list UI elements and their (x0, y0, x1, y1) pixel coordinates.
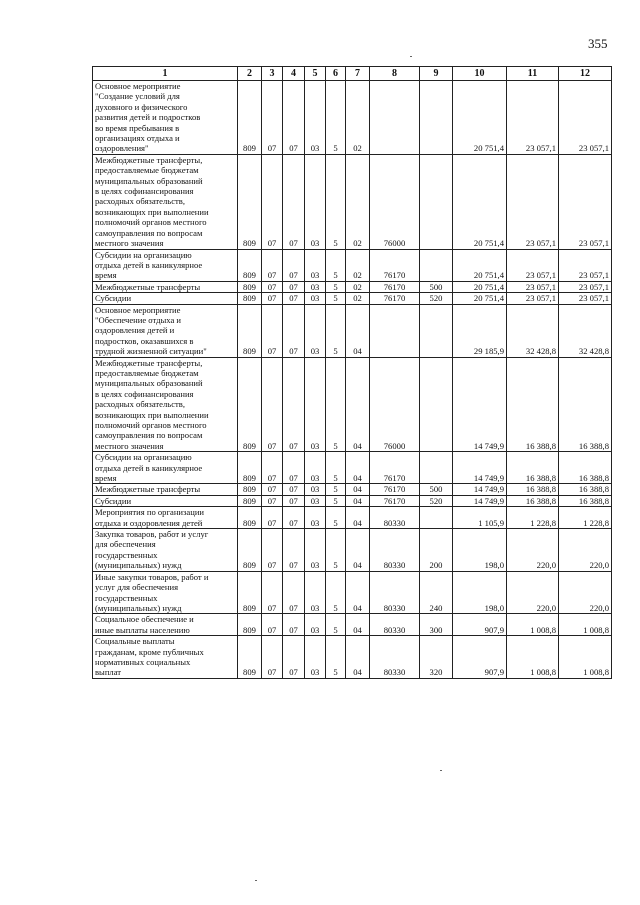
scan-speck (255, 880, 257, 881)
row-name-line: гражданам, кроме публичных (95, 646, 204, 657)
table-row (93, 281, 612, 292)
column-header: 4 (283, 67, 305, 81)
amount-cell-c10: 20 751,4 (453, 281, 507, 292)
amount-cell-c11: 23 057,1 (507, 249, 559, 281)
code-cell-c5: 03 (305, 452, 326, 484)
code-cell-c5: 03 (305, 636, 326, 679)
row-name-line: Субсидии (95, 495, 132, 506)
code-cell-c3: 07 (262, 614, 283, 636)
code-cell-c2: 809 (238, 281, 262, 292)
code-cell-c2: 809 (238, 293, 262, 304)
code-cell-c4: 07 (283, 571, 305, 614)
amount-cell-c12: 1 228,8 (559, 507, 612, 529)
code-cell-c5: 03 (305, 154, 326, 249)
code-cell-c7: 04 (346, 636, 370, 679)
row-name-line: местного значения (95, 440, 164, 451)
table-row (93, 507, 612, 529)
code-cell-c7: 04 (346, 357, 370, 452)
code-cell-c9 (420, 507, 453, 529)
table-row (93, 249, 612, 281)
amount-cell-c11: 16 388,8 (507, 357, 559, 452)
code-cell-c3: 07 (262, 281, 283, 292)
code-cell-c3: 07 (262, 529, 283, 572)
row-name-line: организациях отдыха и (95, 133, 180, 144)
amount-cell-c11: 1 008,8 (507, 636, 559, 679)
column-header: 9 (420, 67, 453, 81)
column-header: 3 (262, 67, 283, 81)
code-cell-c8: 80330 (370, 529, 420, 572)
code-cell-c7: 02 (346, 154, 370, 249)
code-cell-c8: 76000 (370, 357, 420, 452)
code-cell-c7: 04 (346, 614, 370, 636)
row-name-cell (93, 529, 238, 572)
amount-cell-c10: 20 751,4 (453, 154, 507, 249)
row-name-line: "Создание условий для (95, 91, 180, 102)
row-name-line: духовного и физического (95, 101, 188, 112)
amount-cell-c11: 23 057,1 (507, 293, 559, 304)
table-row (93, 571, 612, 614)
row-name-line: оздоровления детей и (95, 325, 175, 336)
code-cell-c8: 80330 (370, 571, 420, 614)
row-name-line: Межбюджетные трансферты, (95, 357, 203, 368)
code-cell-c5: 03 (305, 484, 326, 495)
row-name-line: Субсидии на организацию (95, 452, 192, 463)
column-header: 12 (559, 67, 612, 81)
amount-cell-c11: 16 388,8 (507, 495, 559, 506)
row-name-line: Социальные выплаты (95, 636, 175, 647)
code-cell-c9 (420, 81, 453, 155)
row-name-line: Межбюджетные трансферты, (95, 154, 203, 165)
code-cell-c8: 80330 (370, 507, 420, 529)
row-name-line: государственных (95, 592, 158, 603)
row-name-line: Основное мероприятие (95, 304, 181, 315)
column-header: 11 (507, 67, 559, 81)
table-row (93, 529, 612, 572)
code-cell-c2: 809 (238, 529, 262, 572)
amount-cell-c11: 1 228,8 (507, 507, 559, 529)
row-name-line: Межбюджетные трансферты (95, 281, 201, 292)
code-cell-c7: 02 (346, 293, 370, 304)
row-name-line: Основное мероприятие (95, 81, 181, 91)
code-cell-c3: 07 (262, 81, 283, 155)
code-cell-c3: 07 (262, 293, 283, 304)
row-name-line: муниципальных образований (95, 175, 203, 186)
table-row (93, 484, 612, 495)
code-cell-c5: 03 (305, 81, 326, 155)
code-cell-c5: 03 (305, 281, 326, 292)
code-cell-c9 (420, 304, 453, 357)
code-cell-c2: 809 (238, 249, 262, 281)
code-cell-c9: 520 (420, 495, 453, 506)
row-name-line: самоуправления по вопросам (95, 430, 203, 441)
code-cell-c9 (420, 357, 453, 452)
row-name-line: Иные закупки товаров, работ и (95, 571, 209, 582)
code-cell-c8: 76170 (370, 484, 420, 495)
row-name-cell (93, 484, 238, 495)
column-header: 1 (93, 67, 238, 81)
amount-cell-c12: 1 008,8 (559, 636, 612, 679)
budget-table (92, 66, 612, 679)
row-name-cell (93, 357, 238, 452)
row-name-line: расходных обязательств, (95, 399, 185, 410)
row-name-line: расходных обязательств, (95, 196, 185, 207)
table-row (93, 636, 612, 679)
table-row (93, 452, 612, 484)
code-cell-c7: 04 (346, 529, 370, 572)
code-cell-c9: 520 (420, 293, 453, 304)
code-cell-c8: 76170 (370, 249, 420, 281)
row-name-line: нормативных социальных (95, 656, 191, 667)
code-cell-c3: 07 (262, 357, 283, 452)
row-name-cell (93, 636, 238, 679)
code-cell-c6: 5 (326, 614, 346, 636)
table-row (93, 614, 612, 636)
code-cell-c3: 07 (262, 452, 283, 484)
row-name-line: Мероприятия по организации (95, 507, 205, 518)
code-cell-c2: 809 (238, 636, 262, 679)
row-name-line: муниципальных образований (95, 378, 203, 389)
code-cell-c8: 76170 (370, 452, 420, 484)
row-name-line: трудной жизненной ситуации" (95, 346, 207, 357)
row-name-line: иные выплаты населению (95, 624, 190, 635)
code-cell-c8: 76170 (370, 281, 420, 292)
table-row (93, 81, 612, 155)
code-cell-c6: 5 (326, 495, 346, 506)
table-row (93, 154, 612, 249)
code-cell-c3: 07 (262, 495, 283, 506)
row-name-cell (93, 293, 238, 304)
code-cell-c4: 07 (283, 636, 305, 679)
row-name-line: предоставляемые бюджетам (95, 165, 199, 176)
code-cell-c4: 07 (283, 529, 305, 572)
code-cell-c7: 04 (346, 452, 370, 484)
row-name-line: полномочий органов местного (95, 217, 207, 228)
code-cell-c2: 809 (238, 81, 262, 155)
table-row (93, 357, 612, 452)
amount-cell-c12: 23 057,1 (559, 249, 612, 281)
amount-cell-c11: 220,0 (507, 529, 559, 572)
page-number: 355 (588, 36, 608, 51)
code-cell-c5: 03 (305, 495, 326, 506)
column-header: 7 (346, 67, 370, 81)
row-name-cell (93, 281, 238, 292)
row-name-line: полномочий органов местного (95, 420, 207, 430)
code-cell-c6: 5 (326, 452, 346, 484)
table-row (93, 293, 612, 304)
amount-cell-c10: 14 749,9 (453, 484, 507, 495)
row-name-line: самоуправления по вопросам (95, 227, 203, 238)
amount-cell-c10: 1 105,9 (453, 507, 507, 529)
code-cell-c7: 02 (346, 281, 370, 292)
amount-cell-c10: 29 185,9 (453, 304, 507, 357)
code-cell-c5: 03 (305, 507, 326, 529)
amount-cell-c10: 14 749,9 (453, 452, 507, 484)
code-cell-c4: 07 (283, 484, 305, 495)
code-cell-c5: 03 (305, 529, 326, 572)
row-name-line: возникающих при выполнении (95, 206, 209, 217)
code-cell-c4: 07 (283, 281, 305, 292)
code-cell-c2: 809 (238, 452, 262, 484)
code-cell-c9 (420, 452, 453, 484)
amount-cell-c11: 23 057,1 (507, 81, 559, 155)
row-name-line: услуг для обеспечения (95, 582, 179, 593)
row-name-line: время (95, 270, 117, 281)
amount-cell-c12: 23 057,1 (559, 81, 612, 155)
amount-cell-c11: 23 057,1 (507, 281, 559, 292)
row-name-line: Субсидии на организацию (95, 249, 192, 260)
amount-cell-c12: 16 388,8 (559, 495, 612, 506)
row-name-line: государственных (95, 549, 158, 560)
amount-cell-c10: 20 751,4 (453, 81, 507, 155)
code-cell-c6: 5 (326, 249, 346, 281)
code-cell-c6: 5 (326, 154, 346, 249)
table-row (93, 495, 612, 506)
code-cell-c7: 02 (346, 81, 370, 155)
code-cell-c3: 07 (262, 507, 283, 529)
code-cell-c4: 07 (283, 507, 305, 529)
code-cell-c7: 04 (346, 571, 370, 614)
row-name-line: местного значения (95, 238, 164, 249)
code-cell-c3: 07 (262, 304, 283, 357)
row-name-line: для обеспечения (95, 539, 156, 550)
code-cell-c6: 5 (326, 81, 346, 155)
code-cell-c2: 809 (238, 507, 262, 529)
code-cell-c5: 03 (305, 357, 326, 452)
table-body (93, 81, 612, 679)
code-cell-c9: 500 (420, 484, 453, 495)
code-cell-c9: 200 (420, 529, 453, 572)
code-cell-c5: 03 (305, 249, 326, 281)
code-cell-c4: 07 (283, 357, 305, 452)
scan-speck (440, 770, 442, 771)
code-cell-c8: 76000 (370, 154, 420, 249)
row-name-line: отдыха детей в каникулярное (95, 259, 203, 270)
row-name-cell (93, 249, 238, 281)
amount-cell-c11: 16 388,8 (507, 484, 559, 495)
row-name-line: Межбюджетные трансферты (95, 484, 201, 495)
row-name-line: Субсидии (95, 293, 132, 304)
row-name-cell (93, 571, 238, 614)
amount-cell-c12: 16 388,8 (559, 452, 612, 484)
code-cell-c5: 03 (305, 304, 326, 357)
code-cell-c2: 809 (238, 304, 262, 357)
row-name-line: Социальное обеспечение и (95, 614, 194, 625)
amount-cell-c10: 20 751,4 (453, 293, 507, 304)
code-cell-c6: 5 (326, 281, 346, 292)
code-cell-c9: 300 (420, 614, 453, 636)
row-name-line: в целях софинансирования (95, 186, 194, 197)
row-name-cell (93, 452, 238, 484)
code-cell-c9: 500 (420, 281, 453, 292)
row-name-line: (муниципальных) нужд (95, 602, 182, 613)
code-cell-c8: 80330 (370, 636, 420, 679)
amount-cell-c12: 220,0 (559, 529, 612, 572)
amount-cell-c10: 198,0 (453, 529, 507, 572)
amount-cell-c10: 198,0 (453, 571, 507, 614)
row-name-line: отдыха и оздоровления детей (95, 517, 203, 528)
code-cell-c9 (420, 249, 453, 281)
code-cell-c3: 07 (262, 636, 283, 679)
row-name-line: (муниципальных) нужд (95, 560, 182, 571)
code-cell-c8: 80330 (370, 614, 420, 636)
row-name-line: развития детей и подростков (95, 112, 201, 123)
code-cell-c4: 07 (283, 81, 305, 155)
amount-cell-c12: 23 057,1 (559, 281, 612, 292)
row-name-line: предоставляемые бюджетам (95, 367, 199, 378)
amount-cell-c12: 23 057,1 (559, 293, 612, 304)
row-name-line: во время пребывания в (95, 122, 180, 133)
column-header: 8 (370, 67, 420, 81)
table-header-row (93, 67, 612, 81)
column-header: 5 (305, 67, 326, 81)
code-cell-c4: 07 (283, 614, 305, 636)
amount-cell-c11: 220,0 (507, 571, 559, 614)
code-cell-c3: 07 (262, 154, 283, 249)
code-cell-c2: 809 (238, 614, 262, 636)
amount-cell-c12: 16 388,8 (559, 357, 612, 452)
code-cell-c4: 07 (283, 293, 305, 304)
amount-cell-c11: 16 388,8 (507, 452, 559, 484)
row-name-cell (93, 614, 238, 636)
code-cell-c8: 76170 (370, 495, 420, 506)
code-cell-c3: 07 (262, 249, 283, 281)
code-cell-c6: 5 (326, 636, 346, 679)
row-name-cell (93, 81, 238, 155)
column-header: 10 (453, 67, 507, 81)
code-cell-c9: 320 (420, 636, 453, 679)
row-name-line: "Обеспечение отдыха и (95, 314, 182, 325)
code-cell-c7: 04 (346, 484, 370, 495)
scan-speck (410, 56, 412, 57)
amount-cell-c12: 1 008,8 (559, 614, 612, 636)
amount-cell-c10: 20 751,4 (453, 249, 507, 281)
row-name-line: в целях софинансирования (95, 388, 194, 399)
code-cell-c6: 5 (326, 357, 346, 452)
row-name-line: Закупка товаров, работ и услуг (95, 529, 209, 540)
amount-cell-c10: 907,9 (453, 614, 507, 636)
code-cell-c7: 04 (346, 507, 370, 529)
code-cell-c6: 5 (326, 507, 346, 529)
amount-cell-c11: 1 008,8 (507, 614, 559, 636)
code-cell-c5: 03 (305, 614, 326, 636)
code-cell-c2: 809 (238, 484, 262, 495)
row-name-line: оздоровления" (95, 143, 149, 154)
code-cell-c4: 07 (283, 154, 305, 249)
code-cell-c4: 07 (283, 304, 305, 357)
amount-cell-c12: 23 057,1 (559, 154, 612, 249)
code-cell-c6: 5 (326, 304, 346, 357)
code-cell-c8 (370, 304, 420, 357)
code-cell-c7: 04 (346, 304, 370, 357)
amount-cell-c10: 14 749,9 (453, 495, 507, 506)
code-cell-c2: 809 (238, 154, 262, 249)
row-name-line: время (95, 473, 117, 484)
row-name-cell (93, 304, 238, 357)
code-cell-c5: 03 (305, 293, 326, 304)
code-cell-c8: 76170 (370, 293, 420, 304)
code-cell-c4: 07 (283, 249, 305, 281)
amount-cell-c10: 14 749,9 (453, 357, 507, 452)
code-cell-c7: 04 (346, 495, 370, 506)
code-cell-c4: 07 (283, 452, 305, 484)
row-name-line: отдыха детей в каникулярное (95, 462, 203, 473)
amount-cell-c11: 23 057,1 (507, 154, 559, 249)
row-name-cell (93, 495, 238, 506)
row-name-cell (93, 507, 238, 529)
row-name-line: подростков, оказавшихся в (95, 335, 194, 346)
code-cell-c3: 07 (262, 571, 283, 614)
code-cell-c2: 809 (238, 495, 262, 506)
code-cell-c2: 809 (238, 571, 262, 614)
column-header: 6 (326, 67, 346, 81)
amount-cell-c12: 220,0 (559, 571, 612, 614)
code-cell-c6: 5 (326, 529, 346, 572)
table-row (93, 304, 612, 357)
code-cell-c9 (420, 154, 453, 249)
code-cell-c6: 5 (326, 293, 346, 304)
code-cell-c7: 02 (346, 249, 370, 281)
row-name-line: выплат (95, 667, 122, 678)
code-cell-c6: 5 (326, 571, 346, 614)
code-cell-c9: 240 (420, 571, 453, 614)
code-cell-c8 (370, 81, 420, 155)
row-name-line: возникающих при выполнении (95, 409, 209, 420)
code-cell-c4: 07 (283, 495, 305, 506)
amount-cell-c12: 16 388,8 (559, 484, 612, 495)
code-cell-c5: 03 (305, 571, 326, 614)
amount-cell-c11: 32 428,8 (507, 304, 559, 357)
code-cell-c3: 07 (262, 484, 283, 495)
amount-cell-c12: 32 428,8 (559, 304, 612, 357)
code-cell-c6: 5 (326, 484, 346, 495)
code-cell-c2: 809 (238, 357, 262, 452)
column-header: 2 (238, 67, 262, 81)
row-name-cell (93, 154, 238, 249)
amount-cell-c10: 907,9 (453, 636, 507, 679)
